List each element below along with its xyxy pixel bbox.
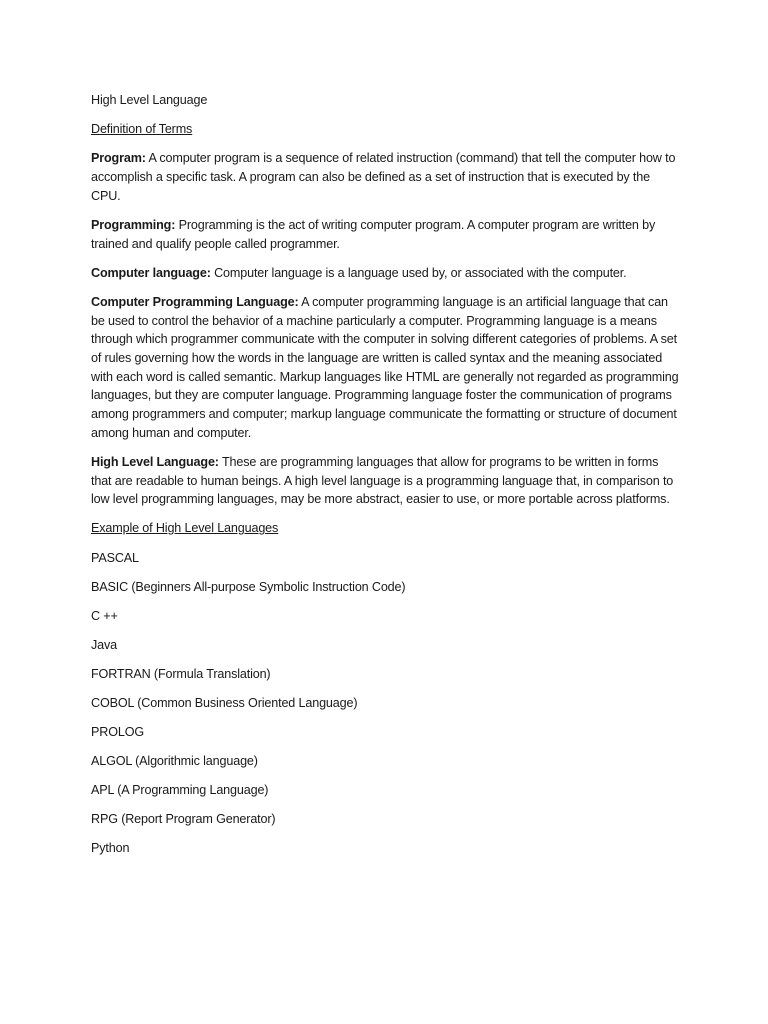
example-item: PROLOG — [91, 725, 144, 740]
definition-computer-language — [91, 264, 680, 283]
definition-computer-programming-language — [91, 293, 680, 443]
definitions-heading: Definition of Terms — [91, 122, 193, 137]
example-item: APL (A Programming Language) — [91, 783, 269, 798]
example-item: PASCAL — [91, 550, 139, 565]
example-item: FORTRAN (Formula Translation) — [91, 666, 271, 681]
example-item: C ++ — [91, 608, 118, 623]
example-item: Java — [91, 637, 118, 652]
example-item: BASIC (Beginners All-purpose Symbolic Instruction Code) — [91, 579, 406, 594]
document-title: High Level Language — [91, 93, 208, 107]
example-item: COBOL (Common Business Oriented Language) — [91, 695, 358, 710]
definition-text: Programming is the act of writing computer program. A computer program are written by trained and qualify people called programmer. — [91, 217, 656, 251]
definition-text: Computer language is a language used by, or associated with the computer. — [210, 265, 627, 280]
definition-text: A computer programming language is an artificial language that can be used to control the behavior of a machine particularly a computer. Programming language is a means through which programmer communicate with the computer in solving different categories of problems. A set of rules governing how the words in the language are written is called syntax and the meaning associated with each word is called semantic. Markup languages like HTML are generally not regarded as programming languages, but they are computer language. Programming language foster the communication of programs among programmers and computer; markup language communicate the formatting or structure of document among human and computer. — [91, 294, 679, 440]
definition-term: Programming: — [91, 217, 176, 232]
definition-term: High Level Language: — [91, 454, 219, 469]
definition-term: Computer language: — [91, 265, 211, 280]
examples-heading: Example of High Level Languages — [91, 521, 279, 536]
example-item: ALGOL (Algorithmic language) — [91, 754, 258, 769]
definition-text: A computer program is a sequence of related instruction (command) that tell the computer how to accomplish a specific task. A program can also be defined as a set of instruction that is executed by the CPU. — [91, 151, 676, 203]
example-item: Python — [91, 841, 130, 856]
definition-programming — [91, 216, 680, 253]
definition-term: Program: — [91, 151, 146, 166]
definition-text: These are programming languages that allow for programs to be written in forms that are readable to human beings. A high level language is a programming language that, in comparison to low level programming languages, may be more abstract, easier to use, or more portable across platforms. — [91, 454, 674, 507]
definition-program — [91, 149, 680, 205]
definition-high-level-language — [91, 453, 680, 509]
example-item: RPG (Report Program Generator) — [91, 812, 276, 827]
definition-term: Computer Programming Language: — [91, 294, 299, 309]
